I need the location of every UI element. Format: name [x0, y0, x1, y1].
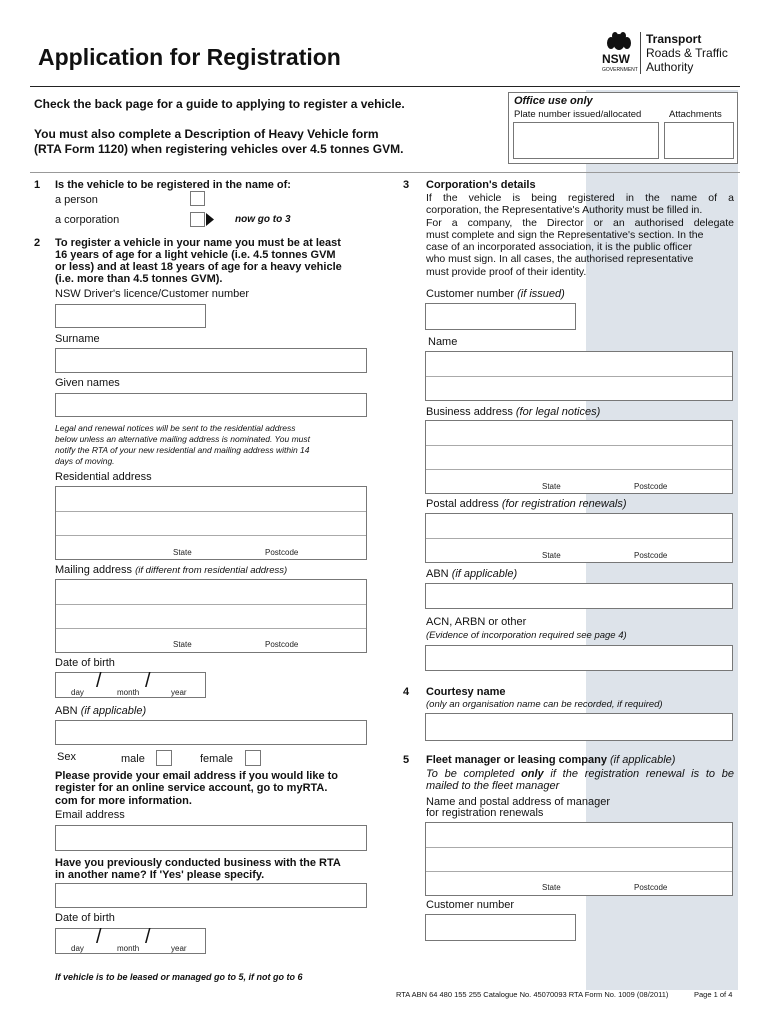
arrow-right-icon	[206, 213, 214, 226]
postal-address-field[interactable]	[425, 513, 733, 563]
corporation-checkbox[interactable]	[190, 212, 205, 227]
licence-label: NSW Driver's licence/Customer number	[55, 288, 250, 300]
corp-abn-field[interactable]	[425, 583, 733, 609]
waratah-icon	[604, 30, 634, 52]
abn-field[interactable]	[55, 720, 367, 745]
surname-field[interactable]	[55, 348, 367, 373]
given-names-field[interactable]	[55, 393, 367, 417]
logo-divider	[640, 32, 641, 74]
s5-title: Fleet manager or leasing company (if applicable)	[426, 754, 676, 766]
footer-text: RTA ABN 64 480 155 255 Catalogue No. 45070093 RTA Form No. 1009 (08/2011)	[396, 990, 669, 999]
female-label: female	[200, 753, 234, 765]
corp-customer-field[interactable]	[425, 303, 576, 330]
dob-label: Date of birth	[55, 657, 115, 669]
s3-text-line: corporation, the Representative's Authority must be filled in.	[426, 204, 703, 217]
notice-line4: days of moving.	[55, 456, 115, 466]
postcode-label: Postcode	[634, 883, 668, 892]
state-label: State	[542, 482, 561, 491]
plate-number-field[interactable]	[513, 122, 659, 159]
corp-name-field[interactable]	[425, 351, 733, 401]
postcode-label: Postcode	[265, 548, 299, 557]
corp-customer-label: Customer number (if issued)	[426, 288, 565, 300]
acn-field[interactable]	[425, 645, 733, 671]
prev-business-1: Have you previously conducted business with the RTA	[55, 857, 341, 869]
sex-label: Sex	[57, 751, 76, 763]
s2-number: 2	[34, 237, 41, 249]
s3-text-line: If the vehicle is being registered in the name of a	[426, 192, 734, 204]
divider	[56, 511, 366, 512]
abn-label: ABN (if applicable)	[55, 705, 147, 717]
office-plate-label: Plate number issued/allocated	[514, 109, 642, 120]
postal-address-label: Postal address (for registration renewals)	[426, 498, 627, 510]
date-slash: /	[96, 926, 102, 948]
s2-q3: or less) and at least 18 years of age for a heavy vehicle	[55, 261, 342, 273]
header-rule	[30, 86, 740, 87]
s3-number: 3	[403, 179, 410, 191]
mailing-address-field[interactable]	[55, 579, 367, 653]
notice-line3: notify the RTA of your new residential and mailing address within 14	[55, 445, 310, 455]
s3-text-line: must provide proof of their identity.	[426, 265, 587, 278]
s4-title: Courtesy name	[426, 686, 506, 698]
day-label: day	[71, 688, 84, 697]
office-use-box	[508, 92, 738, 164]
s4-number: 4	[403, 686, 410, 698]
residential-label: Residential address	[55, 471, 152, 483]
dob2-label: Date of birth	[55, 912, 115, 924]
divider	[426, 538, 732, 539]
email-field[interactable]	[55, 825, 367, 851]
male-checkbox[interactable]	[156, 750, 172, 766]
dob-field[interactable]	[55, 672, 206, 698]
s1-goto: now go to 3	[235, 214, 291, 225]
fleet-customer-field[interactable]	[425, 914, 576, 941]
intro-line2: You must also complete a Description of Heavy Vehicle form	[34, 127, 379, 141]
s1-question: Is the vehicle to be registered in the name of:	[55, 179, 291, 191]
page-title: Application for Registration	[38, 44, 341, 70]
intro-line3: (RTA Form 1120) when registering vehicles over 4.5 tonnes GVM.	[34, 142, 404, 156]
s2-q2: 16 years of age for a light vehicle (i.e. 4.5 tonnes GVM	[55, 249, 336, 261]
day-label: day	[71, 944, 84, 953]
s5-label-1: Name and postal address of manager	[426, 796, 611, 808]
s1-number: 1	[34, 179, 41, 191]
postcode-label: Postcode	[634, 482, 668, 491]
email-note-1: Please provide your email address if you would like to	[55, 770, 339, 782]
state-label: State	[542, 883, 561, 892]
surname-label: Surname	[55, 333, 100, 345]
male-label: male	[121, 753, 145, 765]
divider	[56, 604, 366, 605]
person-checkbox[interactable]	[190, 191, 205, 206]
acn-note: (Evidence of incorporation required see page 4)	[426, 630, 627, 641]
s5-note-1: To be completed only if the registration renewal is to be	[426, 768, 734, 780]
acn-label: ACN, ARBN or other	[426, 616, 527, 628]
s3-text-line: who must sign. In all cases, the authorised representative	[426, 253, 694, 266]
month-label: month	[117, 688, 140, 697]
date-slash: /	[145, 670, 151, 692]
mailing-label: Mailing address (if different from residential address)	[55, 564, 288, 576]
state-label: State	[542, 551, 561, 560]
logo-line3: Authority	[646, 60, 694, 74]
female-checkbox[interactable]	[245, 750, 261, 766]
lease-instruction: If vehicle is to be leased or managed go to 5, if not go to 6	[55, 972, 303, 982]
logo-line1: Transport	[646, 32, 702, 46]
section-rule	[30, 172, 740, 173]
divider	[426, 847, 732, 848]
notice-line2: below unless an alternative mailing address is nominated. You must	[55, 434, 310, 444]
postcode-label: Postcode	[265, 640, 299, 649]
business-address-field[interactable]	[425, 420, 733, 494]
s3-text	[426, 192, 734, 278]
email-label: Email address	[55, 809, 125, 821]
footer-page: Page 1 of 4	[694, 990, 733, 999]
postcode-label: Postcode	[634, 551, 668, 560]
residential-address-field[interactable]	[55, 486, 367, 560]
date-slash: /	[145, 926, 151, 948]
divider	[426, 445, 732, 446]
s1-corporation-label: a corporation	[55, 214, 120, 226]
s3-title: Corporation's details	[426, 179, 536, 191]
month-label: month	[117, 944, 140, 953]
prev-business-2: in another name? If 'Yes' please specify.	[55, 869, 265, 881]
s5-label-2: for registration renewals	[426, 807, 544, 819]
year-label: year	[171, 688, 187, 697]
intro-line1: Check the back page for a guide to applying to register a vehicle.	[34, 97, 405, 111]
fleet-customer-label: Customer number	[426, 899, 515, 911]
logo-nsw: NSW	[602, 52, 630, 66]
office-attachments-label: Attachments	[669, 109, 722, 120]
divider	[426, 376, 732, 377]
given-names-label: Given names	[55, 377, 120, 389]
corp-abn-label: ABN (if applicable)	[426, 568, 518, 580]
s2-q1: To register a vehicle in your name you must be at least	[55, 237, 341, 249]
fleet-manager-field[interactable]	[425, 822, 733, 896]
date-slash: /	[96, 670, 102, 692]
divider	[56, 628, 366, 629]
s3-text-line: For a company, the Director or an authorised delegate	[426, 216, 734, 229]
s5-number: 5	[403, 754, 410, 766]
dob2-field[interactable]	[55, 928, 206, 954]
divider	[426, 871, 732, 872]
logo-line2: Roads & Traffic	[646, 46, 728, 60]
notice-line1: Legal and renewal notices will be sent to the residential address	[55, 423, 296, 433]
state-label: State	[173, 548, 192, 557]
s1-person-label: a person	[55, 194, 98, 206]
divider	[56, 535, 366, 536]
previous-name-field[interactable]	[55, 883, 367, 908]
s3-text-line: must complete and sign the Representative's section. In the	[426, 228, 704, 241]
s5-note-2: mailed to the fleet manager	[426, 780, 560, 792]
email-note-2: register for an online service account, go to myRTA.	[55, 782, 328, 794]
nsw-logo	[600, 30, 740, 76]
office-use-title: Office use only	[514, 95, 593, 107]
logo-government: GOVERNMENT	[602, 67, 638, 73]
attachments-field[interactable]	[664, 122, 734, 159]
s4-note: (only an organisation name can be recorded, if required)	[426, 699, 663, 710]
licence-field[interactable]	[55, 304, 206, 328]
s2-q4: (i.e. more than 4.5 tonnes GVM).	[55, 273, 223, 285]
divider	[426, 469, 732, 470]
s3-text-line: case of an incorporated association, it is the public officer	[426, 241, 692, 254]
email-note-3: com for more information.	[55, 795, 192, 807]
courtesy-name-field[interactable]	[425, 713, 733, 741]
year-label: year	[171, 944, 187, 953]
corp-name-label: Name	[428, 336, 458, 348]
state-label: State	[173, 640, 192, 649]
business-address-label: Business address (for legal notices)	[426, 406, 601, 418]
